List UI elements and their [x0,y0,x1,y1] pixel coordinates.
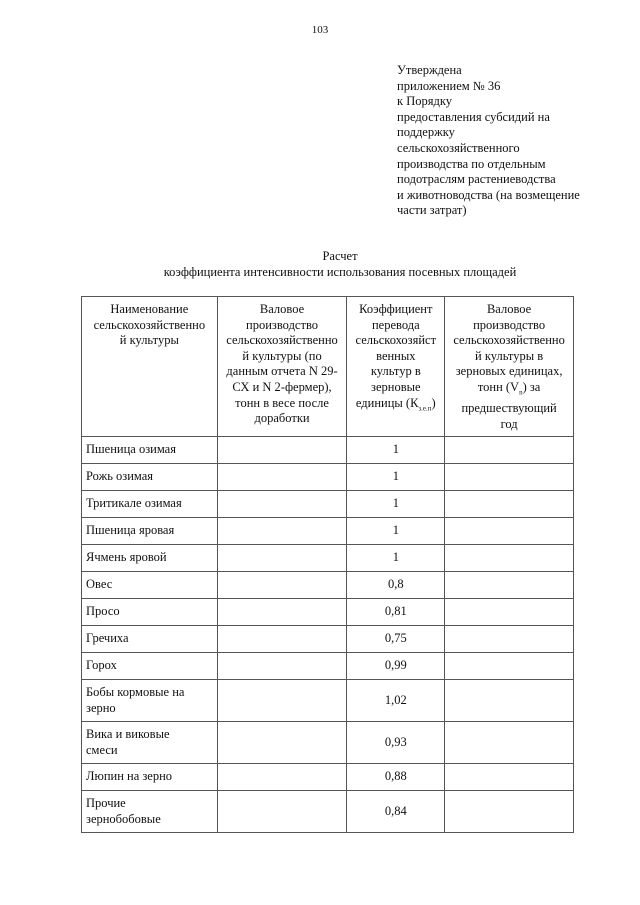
coefficient-cell: 0,8 [347,572,445,599]
table-row [82,680,574,722]
coefficient-cell: 1 [347,464,445,491]
approval-line: поддержку [397,125,455,140]
table-row [82,653,574,680]
header-conversion-coefficient: Коэффициент перевода сельскохозяйст венных культур в зерновые единицы $(К_{з.е.п})$ [347,297,445,437]
grain-units-cell [445,626,574,653]
gross-production-cell [217,680,347,722]
grain-units-cell [445,518,574,545]
calculation-table [81,296,574,833]
gross-production-cell [217,437,347,464]
approval-line: сельскохозяйственного [397,140,520,155]
gross-production-cell [217,464,347,491]
coefficient-cell: 1 [347,518,445,545]
coefficient-cell: 1 [347,545,445,572]
approval-line: предоставления субсидий на [397,109,550,124]
table-row [82,437,574,464]
coefficient-cell: 1 [347,437,445,464]
crop-name-cell: Прочие зернобобовые [82,791,218,833]
page-number: 103 [311,24,329,36]
crop-name-cell: Горох [82,653,218,680]
coefficient-cell: 1,02 [347,680,445,722]
approval-line: части затрат) [397,203,467,218]
approval-line: подотраслям растениеводства [397,172,556,187]
gross-production-cell [217,491,347,518]
gross-production-cell [217,791,347,833]
crop-name-cell: Гречиха [82,626,218,653]
grain-units-cell [445,491,574,518]
document-heading [0,248,640,280]
header-grain-units-production: Валовое производство сельскохозяйственно й культуры в зерновых единицах, тонн $(V_n)$ за предшествующий год [445,297,574,437]
approval-block [397,63,612,219]
approval-line: Утверждена [397,63,462,77]
grain-units-cell [445,791,574,833]
grain-units-cell [445,653,574,680]
gross-production-cell [217,764,347,791]
approval-line: приложением № 36 [397,78,501,93]
table-row [82,464,574,491]
grain-units-cell [445,437,574,464]
grain-units-cell [445,572,574,599]
approval-line: и животноводства (на возмещение [397,187,580,202]
grain-units-cell [445,722,574,764]
gross-production-cell [217,653,347,680]
crop-name-cell: Люпин на зерно [82,764,218,791]
gross-production-cell [217,599,347,626]
grain-units-cell [445,599,574,626]
header-crop-name: Наименование сельскохозяйственно й культуры [82,297,218,437]
crop-name-cell: Пшеница озимая [82,437,218,464]
gross-production-cell [217,518,347,545]
table-row [82,791,574,833]
crop-name-cell: Вика и виковые смеси [82,722,218,764]
table-row [82,599,574,626]
gross-production-cell [217,626,347,653]
heading-subtitle: коэффициента интенсивности использования посевных площадей [163,265,517,279]
gross-production-cell [217,545,347,572]
grain-units-cell [445,764,574,791]
coefficient-cell: 0,75 [347,626,445,653]
approval-line: к Порядку [397,94,452,109]
gross-production-cell [217,572,347,599]
table-row [82,626,574,653]
grain-units-cell [445,680,574,722]
crop-name-cell: Просо [82,599,218,626]
gross-production-cell [217,722,347,764]
table-row [82,491,574,518]
table-row [82,572,574,599]
coefficient-cell: 0,81 [347,599,445,626]
grain-units-cell [445,464,574,491]
header-gross-production: Валовое производство сельскохозяйственно й культуры (по данным отчета N 29- СХ и N 2-фермер), тонн в весе после доработки [217,297,347,437]
coefficient-cell: 0,99 [347,653,445,680]
crop-name-cell: Бобы кормовые на зерно [82,680,218,722]
coefficient-cell: 1 [347,491,445,518]
crop-name-cell: Тритикале озимая [82,491,218,518]
table-row [82,764,574,791]
heading-title: Расчет [322,249,358,263]
approval-line: производства по отдельным [397,156,546,171]
coefficient-cell: 0,88 [347,764,445,791]
table-row [82,545,574,572]
crop-name-cell: Овес [82,572,218,599]
crop-name-cell: Рожь озимая [82,464,218,491]
grain-units-cell [445,545,574,572]
coefficient-cell: 0,93 [347,722,445,764]
crop-name-cell: Ячмень яровой [82,545,218,572]
crop-name-cell: Пшеница яровая [82,518,218,545]
table-row [82,722,574,764]
table-row [82,518,574,545]
table-header-row [82,297,574,437]
coefficient-cell: 0,84 [347,791,445,833]
